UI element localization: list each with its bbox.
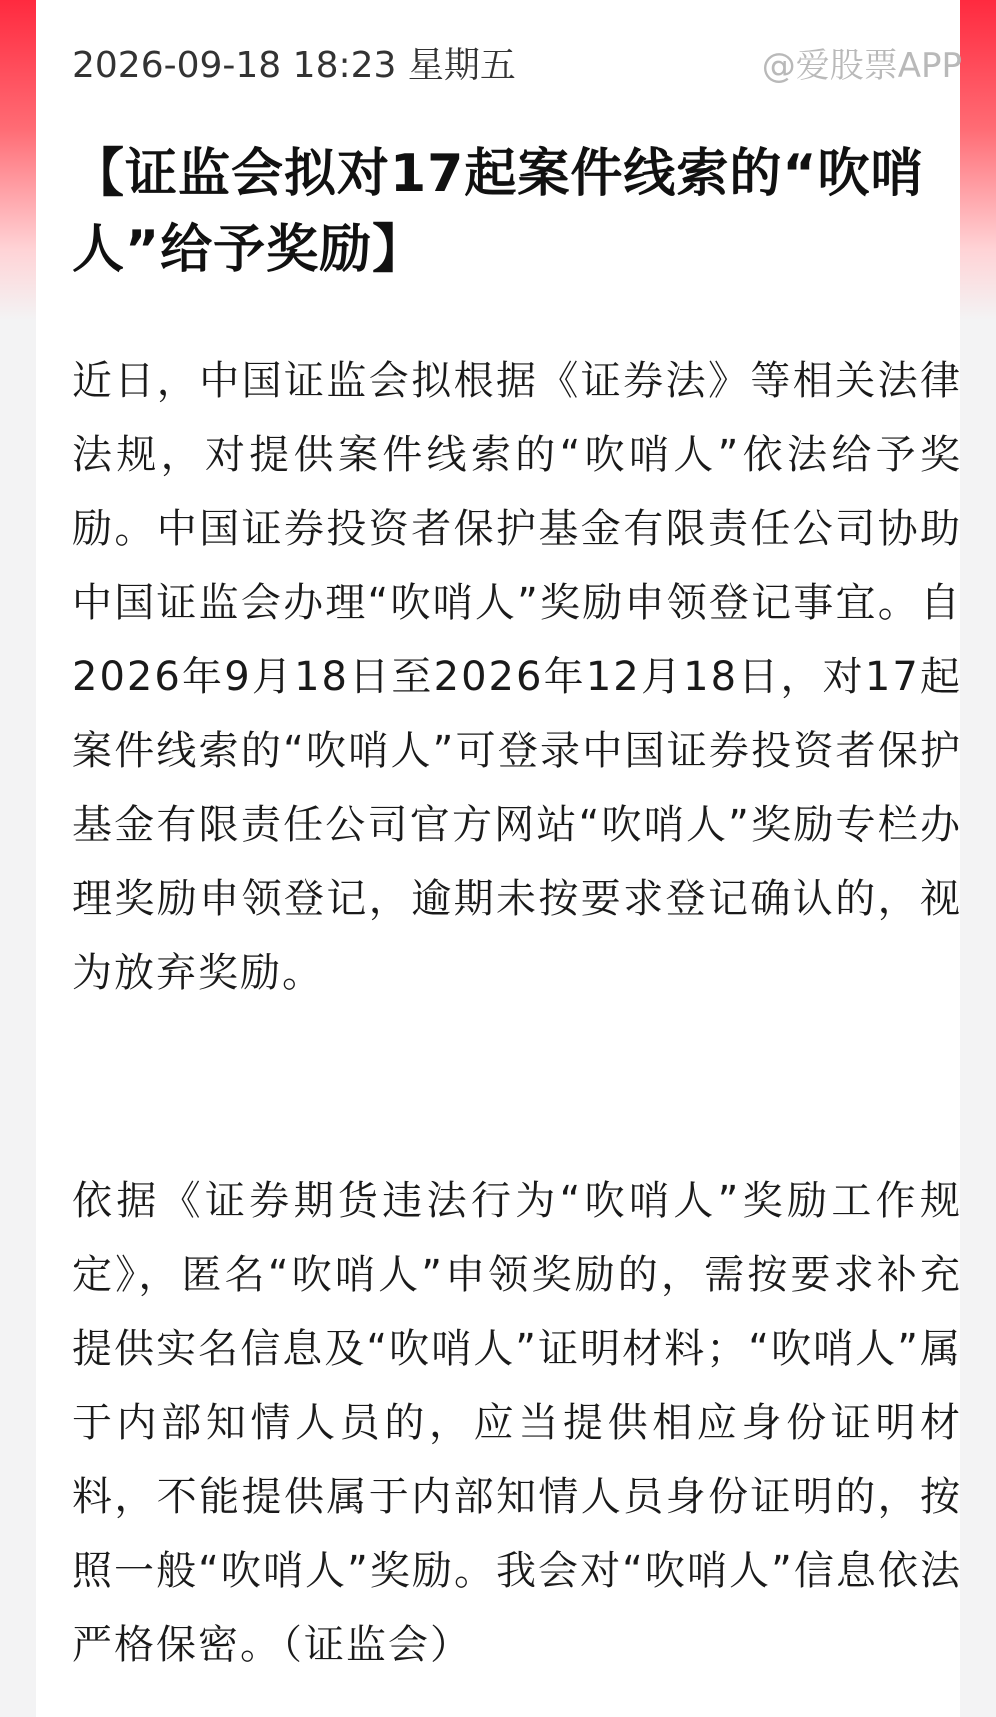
article-title: 【证监会拟对17起案件线索的“吹哨人”给予奖励】 [72, 144, 924, 280]
source-watermark: @爱股票APP [761, 46, 962, 86]
post-datetime: 2026-09-18 18:23 星期五 [72, 45, 516, 86]
post-header [72, 44, 962, 88]
article-card [36, 0, 960, 1717]
article-paragraph-2: 依据《证券期货违法行为“吹哨人”奖励工作规定》，匿名“吹哨人”申领奖励的，需按要求补充提供实名信息及“吹哨人”证明材料；“吹哨人”属于内部知情人员的，应当提供相应身份证明材料，不能提供属于内部知情人员身份证明的，按照一般“吹哨人”奖励。我会对“吹哨人”信息依法严格保密。（证监会） [72, 1178, 962, 1668]
article-paragraph-1: 近日，中国证监会拟根据《证券法》等相关法律法规，对提供案件线索的“吹哨人”依法给予奖励。中国证券投资者保护基金有限责任公司协助中国证监会办理“吹哨人”奖励申领登记事宜。自2026年9月18日至2026年12月18日，对17起案件线索的“吹哨人”可登录中国证券投资者保护基金有限责任公司官方网站“吹哨人”奖励专栏办理奖励申领登记，逾期未按要求登记确认的，视为放弃奖励。 [72, 358, 962, 996]
